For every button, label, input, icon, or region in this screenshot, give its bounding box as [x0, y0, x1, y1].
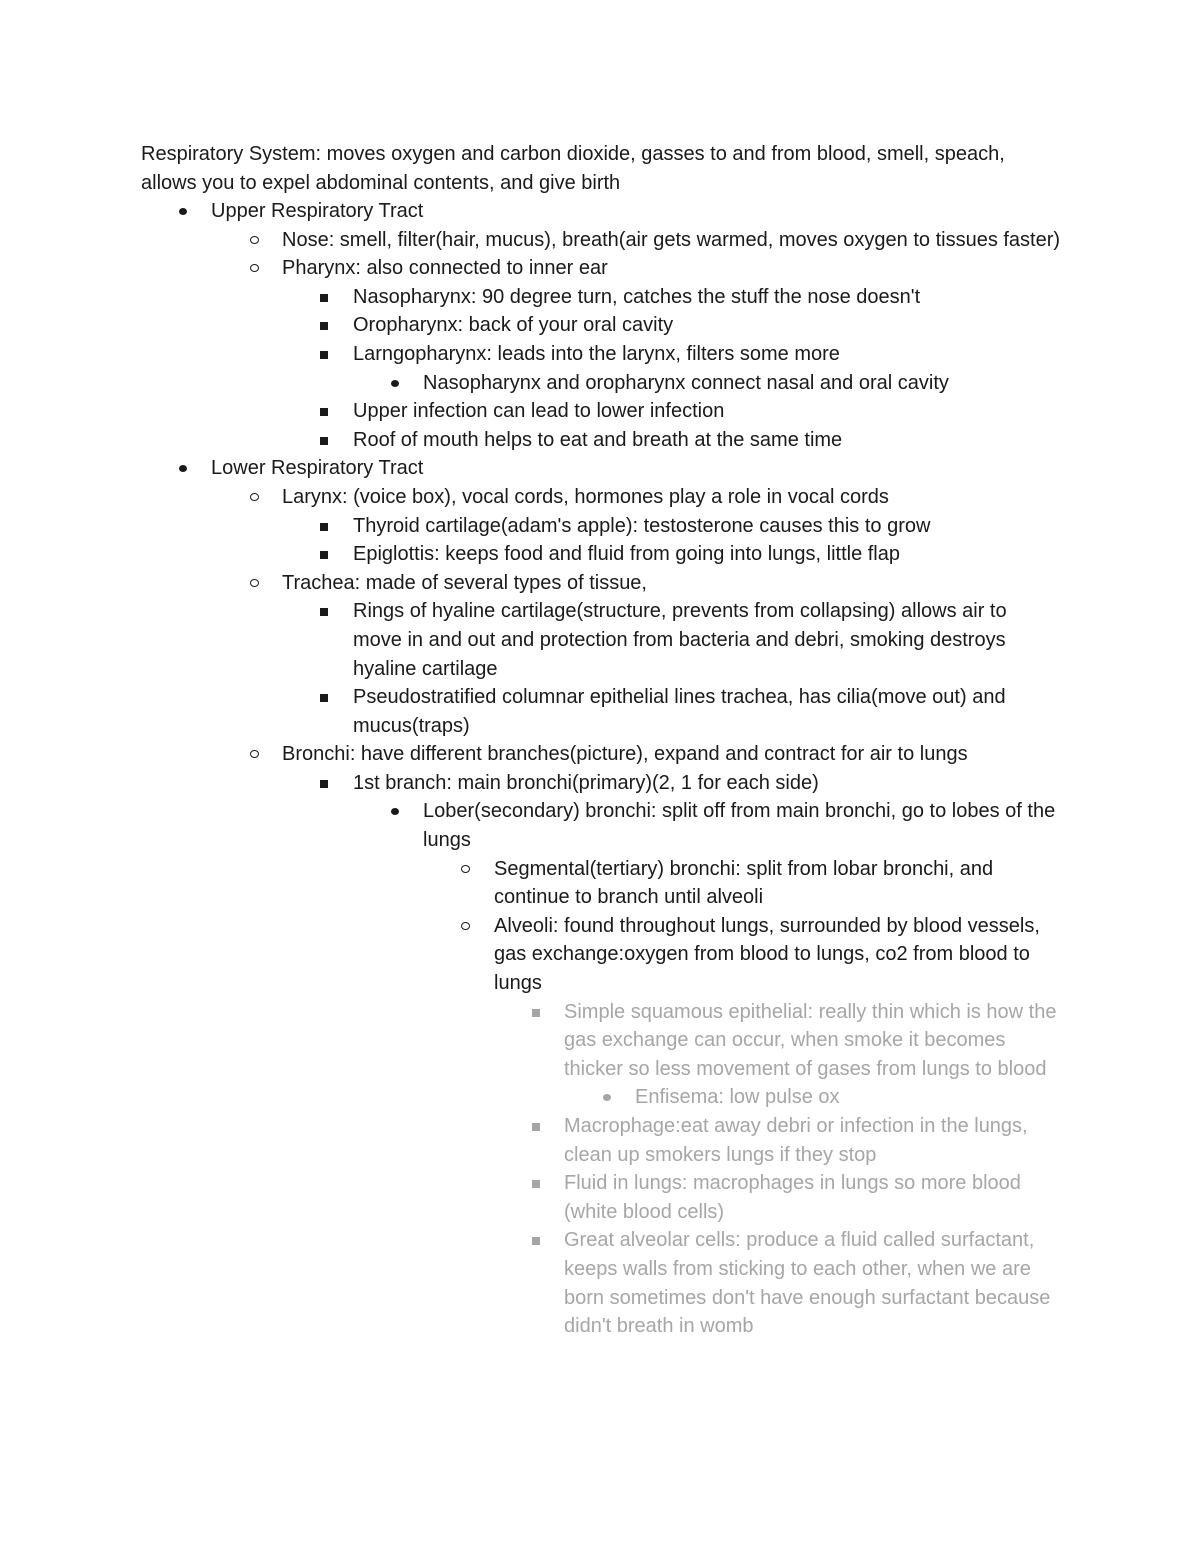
list-item	[0, 1083, 1061, 1112]
list-item	[0, 769, 1061, 798]
list-item	[0, 369, 1061, 398]
list-item	[0, 483, 1061, 512]
list-item-text: Bronchi: have different branches(picture), expand and contract for air to lungs	[282, 743, 968, 766]
list-item	[0, 254, 1061, 283]
list-item-text: Enfisema: low pulse ox	[635, 1086, 840, 1109]
list-item-text: Nasopharynx: 90 degree turn, catches the stuff the nose doesn't	[353, 285, 921, 308]
list-item-text: Fluid in lungs: macrophages in lungs so more blood (white blood cells)	[564, 1172, 1021, 1223]
square-bullet-icon	[320, 694, 328, 702]
list-item-text: Simple squamous epithelial: really thin which is how the gas exchange can occur, when smoke it becomes thicker so less movement of gases from lungs to blood	[564, 1000, 1057, 1080]
list-item	[0, 340, 1061, 369]
list-item	[0, 569, 1061, 598]
square-bullet-icon	[320, 551, 328, 559]
square-bullet-icon	[320, 294, 328, 302]
list-item-text: 1st branch: main bronchi(primary)(2, 1 for each side)	[353, 771, 819, 794]
circle-bullet-icon	[250, 236, 259, 244]
square-bullet-icon	[532, 1180, 540, 1188]
list-item	[0, 540, 1061, 569]
square-bullet-icon	[532, 1009, 540, 1017]
square-bullet-icon	[320, 408, 328, 416]
circle-bullet-icon	[250, 579, 259, 587]
list-item-text: Lower Respiratory Tract	[211, 457, 424, 480]
list-item	[0, 998, 1061, 1084]
dot-bullet-icon	[391, 808, 399, 815]
list-item	[0, 797, 1061, 854]
list-item-text: Thyroid cartilage(adam's apple): testosterone causes this to grow	[353, 514, 931, 537]
list-item	[0, 855, 1061, 912]
square-bullet-icon	[532, 1237, 540, 1245]
list-item	[0, 597, 1061, 683]
notes-outline	[0, 197, 1200, 1341]
list-item-text: Larngopharynx: leads into the larynx, filters some more	[353, 342, 840, 365]
circle-bullet-icon	[250, 493, 259, 501]
list-item-text: Lober(secondary) bronchi: split off from main bronchi, go to lobes of the lungs	[423, 800, 1056, 852]
list-item-text: Upper Respiratory Tract	[211, 200, 424, 222]
list-item	[0, 512, 1061, 541]
list-item-text: Nasopharynx and oropharynx connect nasal and oral cavity	[423, 371, 949, 394]
dot-bullet-icon	[179, 465, 187, 472]
circle-bullet-icon	[461, 865, 470, 873]
list-item	[0, 311, 1061, 340]
list-item-text: Pseudostratified columnar epithelial lines trachea, has cilia(move out) and mucus(traps)	[353, 686, 1006, 737]
list-item-text: Pharynx: also connected to inner ear	[282, 257, 608, 280]
list-item	[0, 683, 1061, 740]
list-item	[0, 397, 1061, 426]
list-item	[0, 226, 1061, 255]
list-item-text: Upper infection can lead to lower infection	[353, 400, 725, 423]
dot-bullet-icon	[179, 208, 187, 215]
square-bullet-icon	[532, 1123, 540, 1131]
list-item-text: Roof of mouth helps to eat and breath at the same time	[353, 428, 843, 451]
list-item-text: Oropharynx: back of your oral cavity	[353, 314, 674, 337]
list-item	[0, 426, 1061, 455]
list-item	[0, 197, 1061, 226]
circle-bullet-icon	[461, 922, 470, 930]
dot-bullet-icon	[391, 380, 399, 387]
square-bullet-icon	[320, 351, 328, 359]
square-bullet-icon	[320, 608, 328, 616]
list-item	[0, 740, 1061, 769]
list-item-text: Alveoli: found throughout lungs, surrounded by blood vessels, gas exchange:oxygen from blood to lungs, co2 from blood to lungs	[494, 914, 1040, 995]
square-bullet-icon	[320, 437, 328, 445]
list-item	[0, 912, 1061, 998]
dot-bullet-icon	[603, 1094, 611, 1101]
list-item	[0, 1226, 1061, 1340]
list-item-text: Larynx: (voice box), vocal cords, hormones play a role in vocal cords	[282, 485, 889, 508]
circle-bullet-icon	[250, 750, 259, 758]
list-item-text: Macrophage:eat away debri or infection in the lungs, clean up smokers lungs if they stop	[564, 1115, 1028, 1166]
list-item-text: Nose: smell, filter(hair, mucus), breath(air gets warmed, moves oxygen to tissues faster)	[282, 228, 1061, 251]
circle-bullet-icon	[250, 264, 259, 272]
list-item	[0, 1169, 1061, 1226]
list-item	[0, 283, 1061, 312]
list-item-text: Trachea: made of several types of tissue,	[282, 571, 647, 594]
list-item	[0, 454, 1061, 483]
list-item-text: Epiglottis: keeps food and fluid from going into lungs, little flap	[353, 543, 900, 566]
list-item-text: Great alveolar cells: produce a fluid called surfactant, keeps walls from sticking to each other, when we are born sometimes don't have enough surfactant because didn't breath in womb	[564, 1229, 1051, 1338]
square-bullet-icon	[320, 780, 328, 788]
intro-paragraph: Respiratory System: moves oxygen and carbon dioxide, gasses to and from blood, smell, speach, allows you to expel abdominal contents, and give birth	[141, 143, 1005, 194]
square-bullet-icon	[320, 523, 328, 531]
list-item-text: Segmental(tertiary) bronchi: split from lobar bronchi, and continue to branch until alveoli	[494, 857, 994, 909]
list-item	[0, 1112, 1061, 1169]
square-bullet-icon	[320, 322, 328, 330]
list-item-text: Rings of hyaline cartilage(structure, prevents from collapsing) allows air to move in and out and protection from bacteria and debri, smoking destroys hyaline cartilage	[353, 600, 1007, 680]
